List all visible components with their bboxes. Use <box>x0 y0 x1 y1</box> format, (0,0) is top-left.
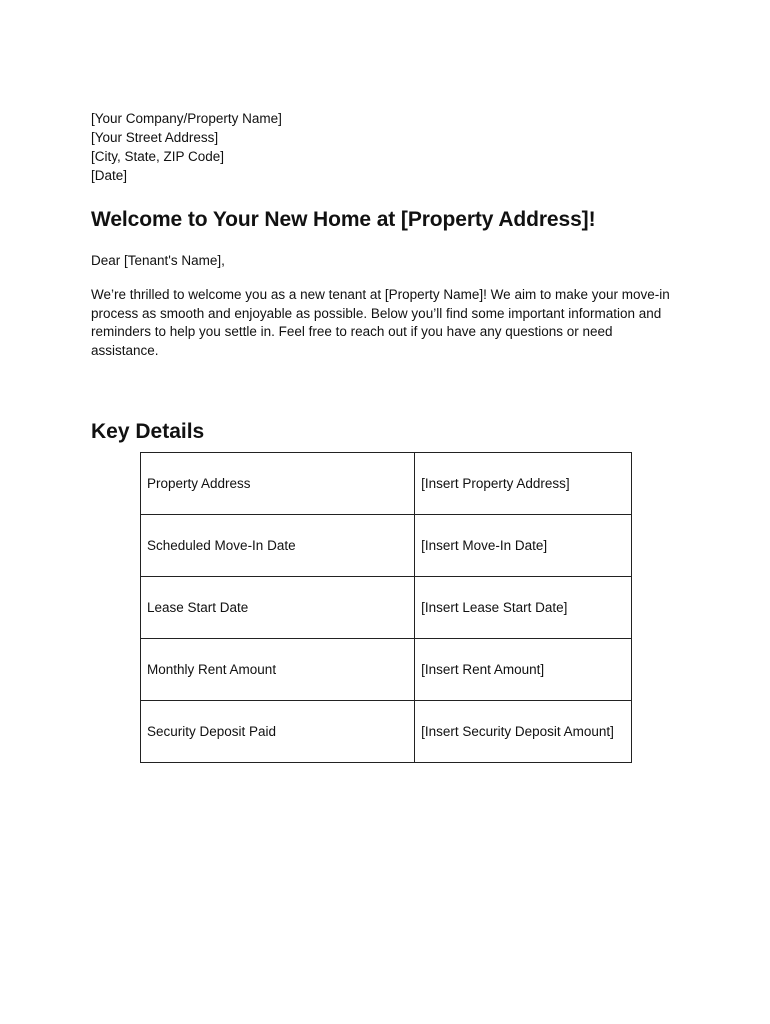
salutation: Dear [Tenant's Name], <box>91 253 225 268</box>
letter-date: [Date] <box>91 168 128 183</box>
detail-label: Property Address <box>141 453 415 515</box>
sender-city-state-zip: [City, State, ZIP Code] <box>91 149 225 164</box>
table-row <box>141 577 632 639</box>
table-row <box>141 639 632 701</box>
detail-label: Lease Start Date <box>141 577 415 639</box>
sender-company: [Your Company/Property Name] <box>91 111 282 126</box>
letter-title: Welcome to Your New Home at [Property Address]! <box>91 208 596 231</box>
sender-address-block <box>91 109 282 185</box>
detail-value: [Insert Rent Amount] <box>415 639 632 701</box>
table-row <box>141 701 632 763</box>
detail-value: [Insert Security Deposit Amount] <box>415 701 632 763</box>
detail-label: Monthly Rent Amount <box>141 639 415 701</box>
detail-value: [Insert Move-In Date] <box>415 515 632 577</box>
key-details-table <box>140 452 632 763</box>
detail-value: [Insert Lease Start Date] <box>415 577 632 639</box>
sender-street: [Your Street Address] <box>91 130 219 145</box>
intro-paragraph: We’re thrilled to welcome you as a new tenant at [Property Name]! We aim to make your move-in process as smooth and enjoyable as possible. Below you’ll find some important information and reminders to help you settle in. Feel free to reach out if you have any questions or need assistance. <box>91 287 670 358</box>
key-details-heading: Key Details <box>91 420 205 443</box>
detail-value: [Insert Property Address] <box>415 453 632 515</box>
table-row <box>141 515 632 577</box>
table-row <box>141 453 632 515</box>
detail-label: Scheduled Move-In Date <box>141 515 415 577</box>
detail-label: Security Deposit Paid <box>141 701 415 763</box>
